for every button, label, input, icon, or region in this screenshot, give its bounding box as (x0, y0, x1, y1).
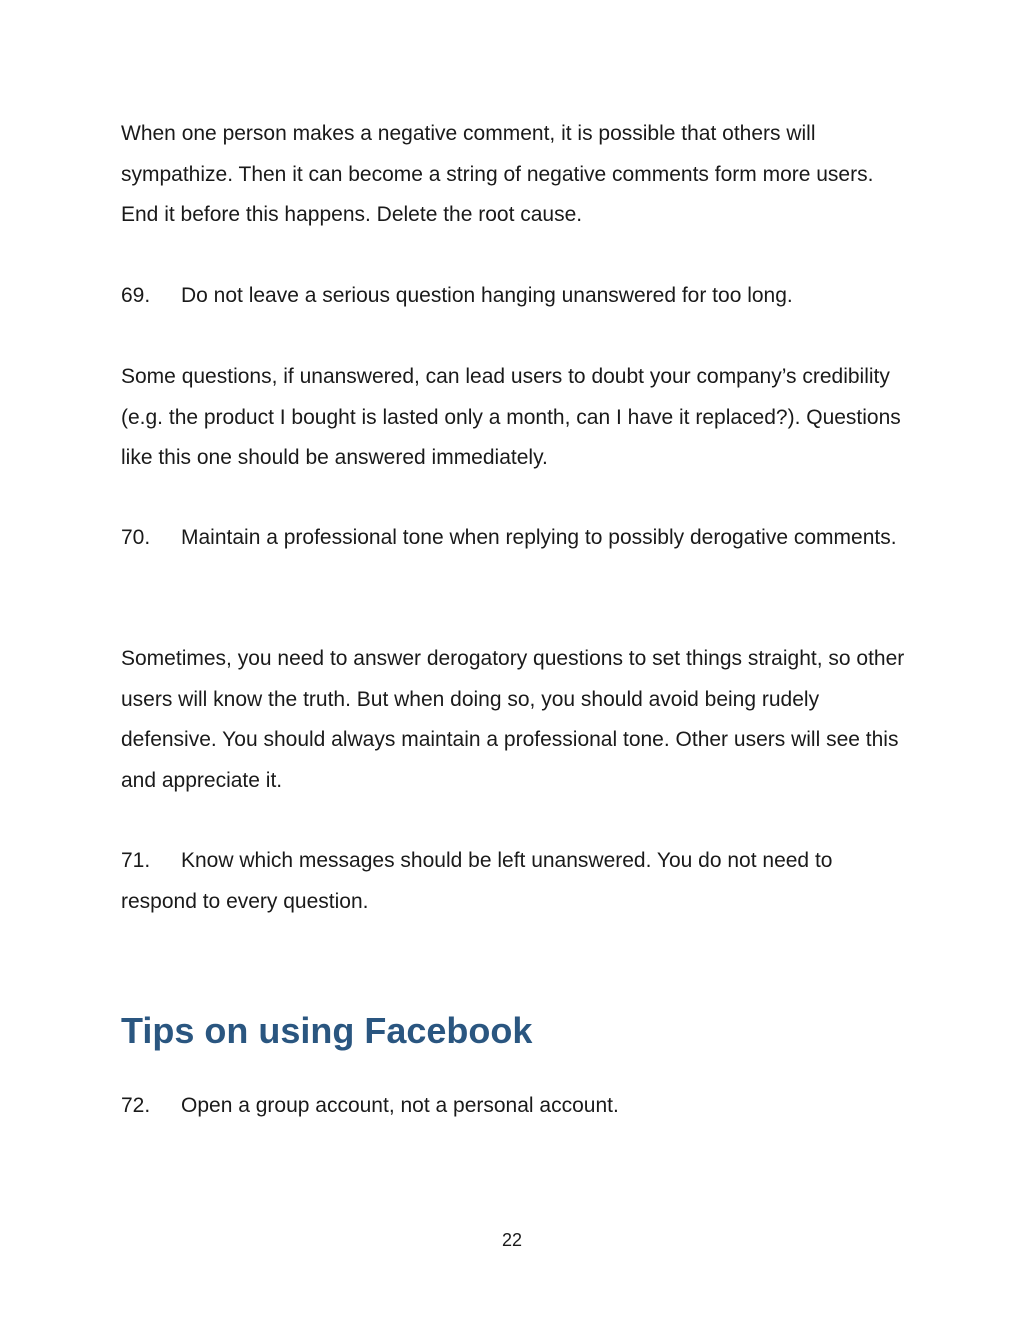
paragraph-unanswered-questions: Some questions, if unanswered, can lead users to doubt your company’s credibility (e.g. the product I bought is lasted only a month, can I have it replaced?). Questions like this one should be answered immediately. (121, 365, 901, 469)
item-number: 69. (121, 284, 151, 307)
paragraph-negative-comments: When one person makes a negative comment, it is possible that others will sympathize. Then it can become a string of negative comments form more users. End it before this happens. Delete the root cause. (121, 122, 874, 226)
section-heading: Tips on using Facebook (121, 1010, 533, 1051)
item-number: 70. (121, 526, 151, 549)
paragraph-professional-tone: Sometimes, you need to answer derogatory questions to set things straight, so other users will know the truth. But when doing so, you should avoid being rudely defensive. You should always maintain a professional tone. Other users will see this and appreciate it. (121, 647, 905, 792)
list-item-71 (121, 841, 911, 922)
item-number: 71. (121, 849, 151, 872)
item-number: 72. (121, 1094, 151, 1117)
list-item-70 (121, 518, 911, 559)
item-text: Open a group account, not a personal account. (181, 1094, 619, 1117)
item-text: Do not leave a serious question hanging unanswered for too long. (181, 284, 793, 307)
list-item-69 (121, 276, 911, 317)
list-item-72 (121, 1086, 911, 1127)
item-text: Know which messages should be left unanswered. You do not need to respond to every question. (121, 849, 833, 913)
page-number: 22 (501, 1230, 523, 1250)
item-text: Maintain a professional tone when replying to possibly derogative comments. (181, 526, 897, 549)
